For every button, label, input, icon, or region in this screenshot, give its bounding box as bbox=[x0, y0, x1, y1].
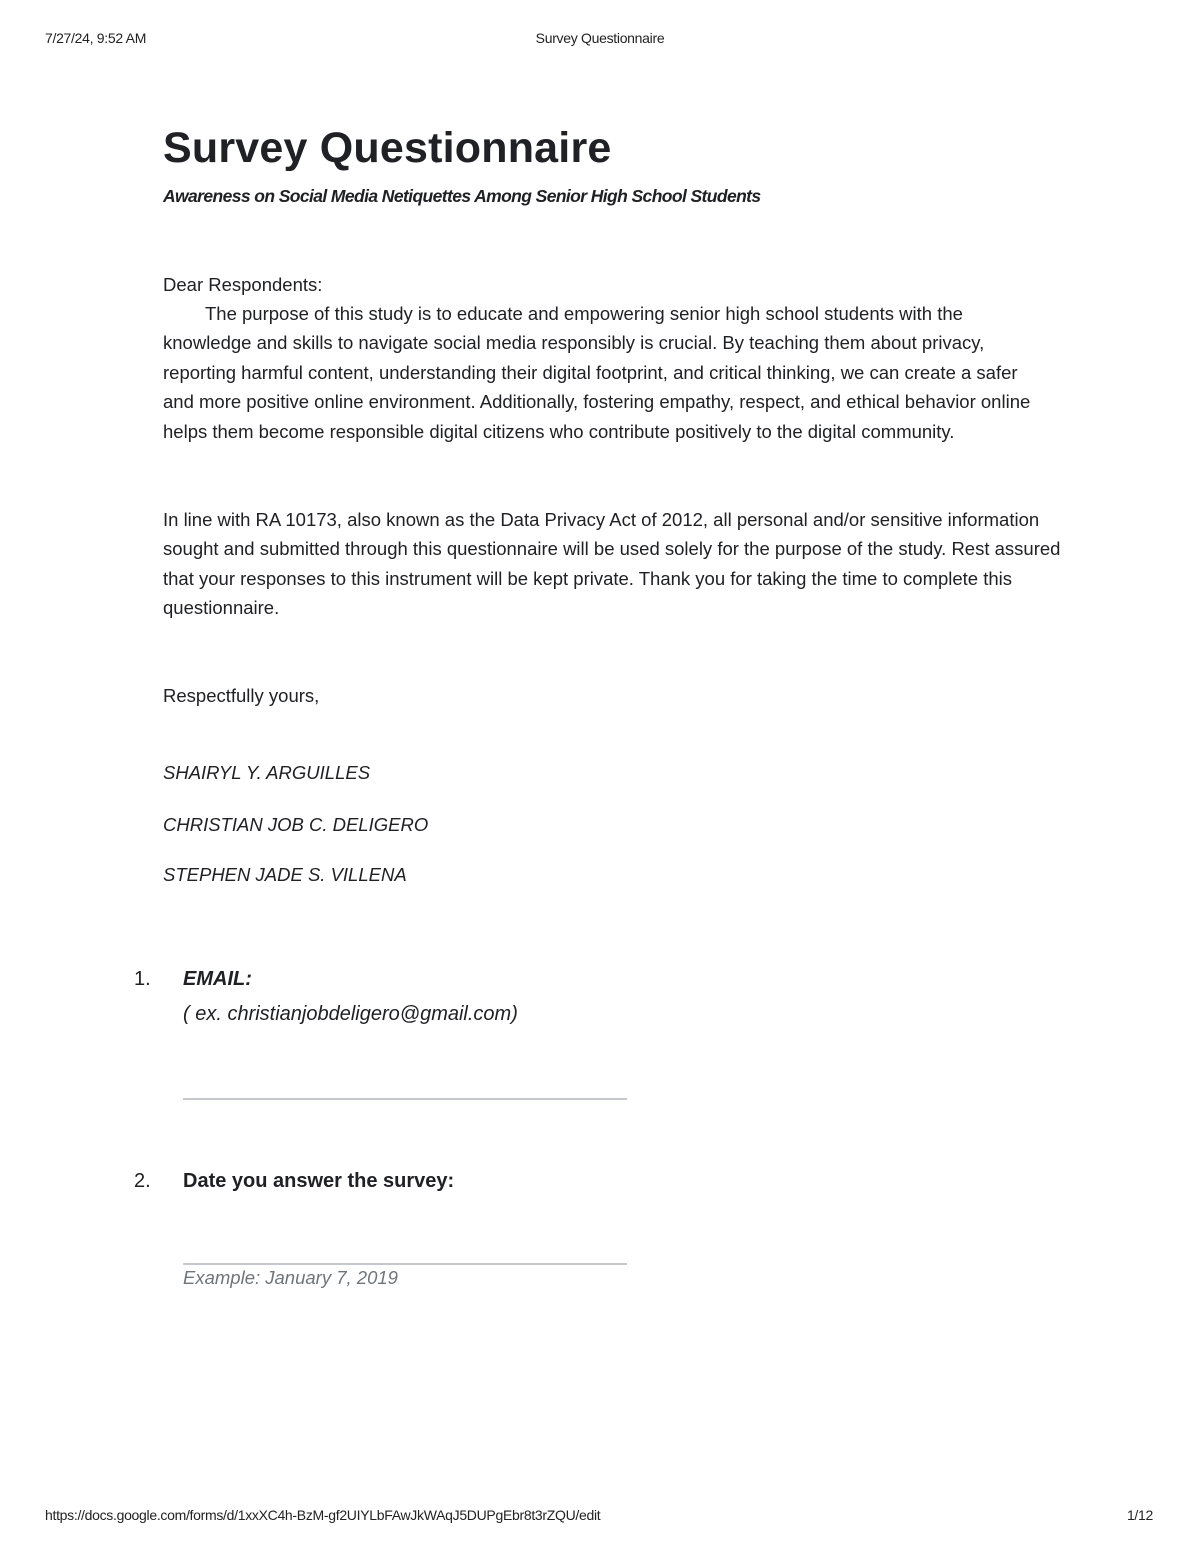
greeting: Dear Respondents: bbox=[163, 274, 323, 295]
purpose-paragraph bbox=[163, 299, 1033, 446]
purpose-text: The purpose of this study is to educate and empowering senior high school students with the knowledge and skills to navigate social media responsibly is crucial. By teaching them about privacy, reporting harmful content, understanding their digital footprint, and critical thinking, we can create a safer and more positive online environment. Additionally, fostering empathy, respect, and ethical behavior online helps them become responsible digital citizens who contribute positively to the digital community. bbox=[163, 303, 1031, 442]
signatory: SHAIRYL Y. ARGUILLES bbox=[163, 762, 371, 783]
form-title: Survey Questionnaire bbox=[163, 124, 612, 172]
page-number: 1/12 bbox=[1126, 1507, 1153, 1523]
question-hint: ( ex. christianjobdeligero@gmail.com) bbox=[183, 1003, 518, 1025]
signatory: CHRISTIAN JOB C. DELIGERO bbox=[163, 814, 429, 835]
email-answer-field[interactable] bbox=[183, 1098, 627, 1100]
date-answer-field[interactable] bbox=[183, 1263, 627, 1265]
date-placeholder: Example: January 7, 2019 bbox=[183, 1267, 398, 1288]
print-title: Survey Questionnaire bbox=[535, 30, 665, 46]
form-subtitle: Awareness on Social Media Netiquettes Among Senior High School Students bbox=[163, 186, 761, 206]
question-label: Date you answer the survey: bbox=[183, 1170, 455, 1192]
print-url: https://docs.google.com/forms/d/1xxXC4h-BzM-gf2UIYLbFAwJkWAqJ5DUPgEbr8t3rZQU/edit bbox=[45, 1507, 601, 1523]
privacy-paragraph: In line with RA 10173, also known as the Data Privacy Act of 2012, all personal and/or sensitive information sought and submitted through this questionnaire will be used solely for the purpose of the study. Rest assured that your responses to this instrument will be kept private. Thank you for taking the time to complete this questionnaire. bbox=[163, 509, 1061, 619]
signatory: STEPHEN JADE S. VILLENA bbox=[163, 864, 407, 885]
question-number: 1. bbox=[134, 968, 151, 990]
question-number: 2. bbox=[134, 1170, 151, 1192]
print-datetime: 7/27/24, 9:52 AM bbox=[45, 30, 147, 46]
question-label: EMAIL: bbox=[183, 968, 252, 990]
closing: Respectfully yours, bbox=[163, 685, 320, 706]
